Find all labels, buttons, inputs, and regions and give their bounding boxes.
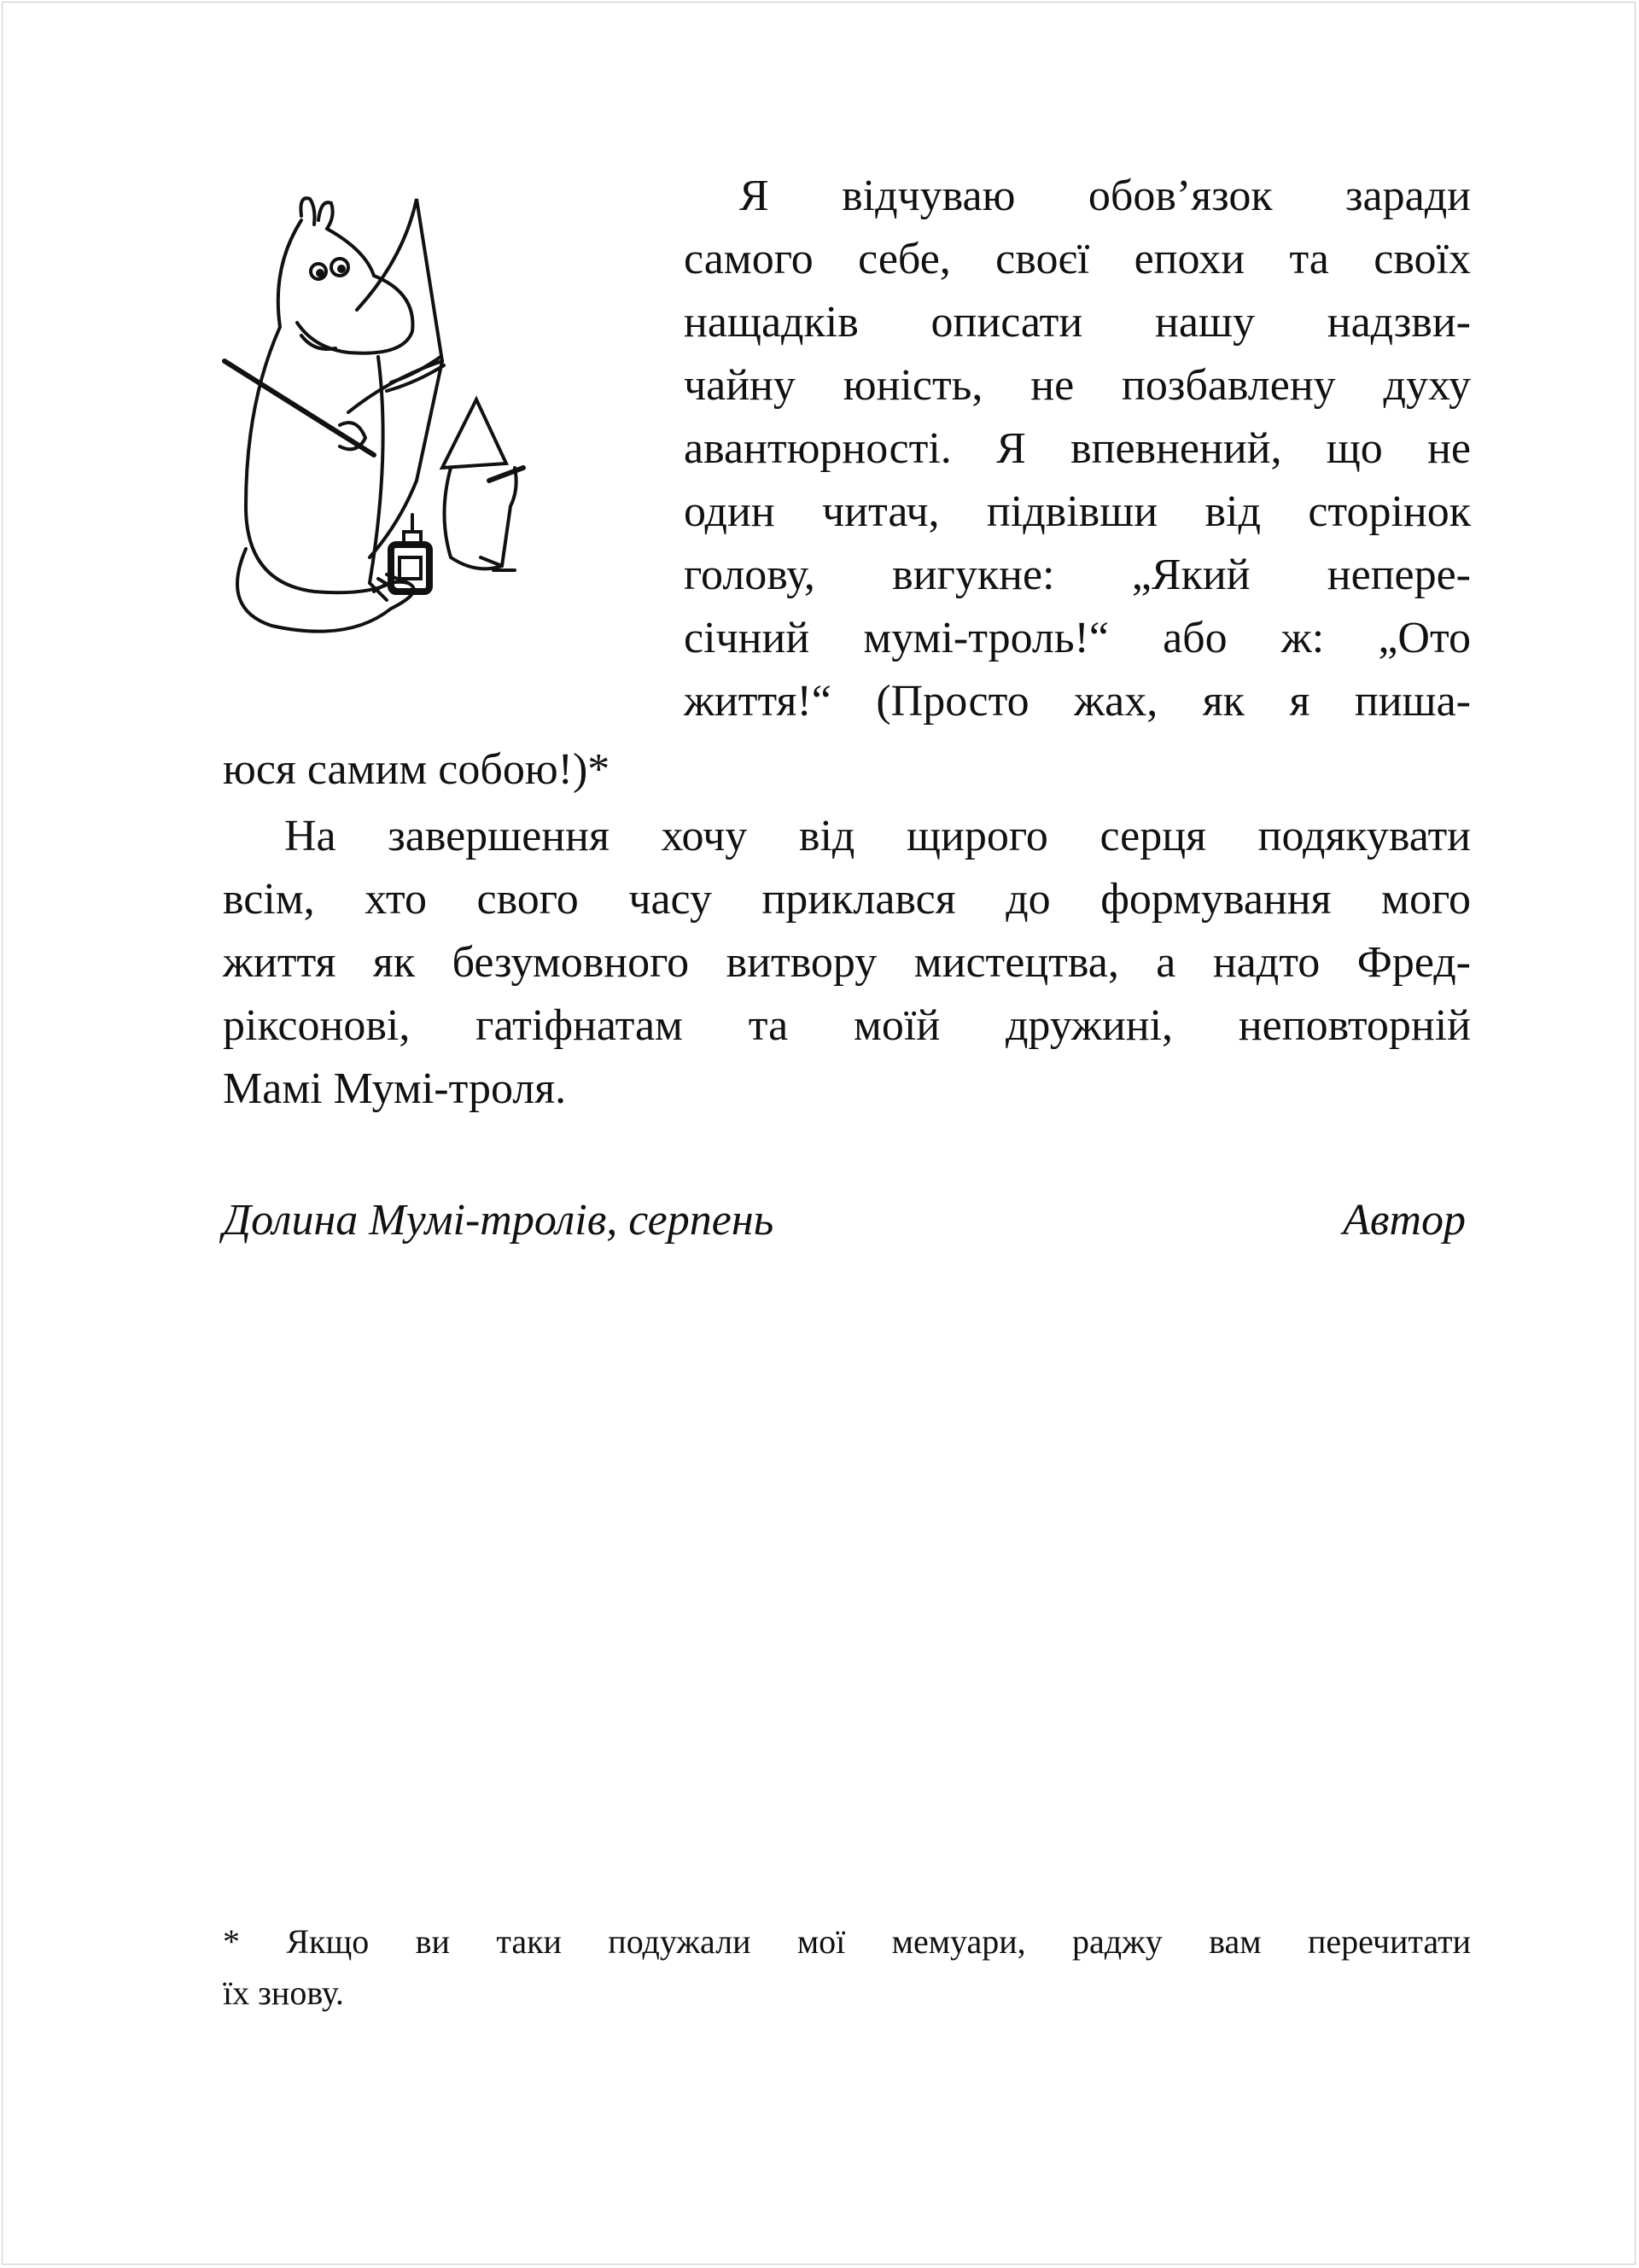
text-line: Я відчуваю обов’язок заради (739, 172, 1471, 220)
book-page (2, 2, 1636, 2265)
text-line: голову, вигукне: „Який непере- (684, 551, 1471, 599)
footnote-line: * Якщо ви таки подужали мої мемуари, раджу вам перечитати (223, 1922, 1471, 1961)
text-line: життя!“ (Просто жах, як я пиша- (684, 677, 1471, 726)
text-line: один читач, підвівши від сторінок (684, 487, 1471, 536)
text-line: самого себе, своєї епохи та своїх (684, 235, 1471, 283)
text-line: життя як безумовного витвору мистецтва, а надто Фред- (223, 938, 1471, 987)
text-line: січний мумі-троль!“ або ж: „Ото (684, 614, 1471, 662)
text-line: ріксонові, гатіфнатам та моїй дружині, неповторній (223, 1001, 1471, 1050)
signature-place-date: Долина Мумі-тролів, серпень (223, 1196, 774, 1245)
text-line: нащадків описати нашу надзви- (684, 298, 1471, 347)
signature-author: Автор (1343, 1196, 1466, 1245)
text-line: авантюрності. Я впевнений, що не (684, 424, 1471, 473)
text-line: юся самим собою!)* (223, 745, 610, 794)
text-line: На завершення хочу від щирого серця подякувати (284, 812, 1471, 860)
text-line: чайну юність, не позбавлену духу (684, 361, 1471, 410)
footnote-line: їх знову. (223, 1974, 344, 2012)
text-line: Мамі Мумі-троля. (223, 1064, 567, 1113)
moomin-illustration (220, 182, 664, 668)
text-line: всім, хто свого часу приклався до формування мого (223, 875, 1471, 924)
